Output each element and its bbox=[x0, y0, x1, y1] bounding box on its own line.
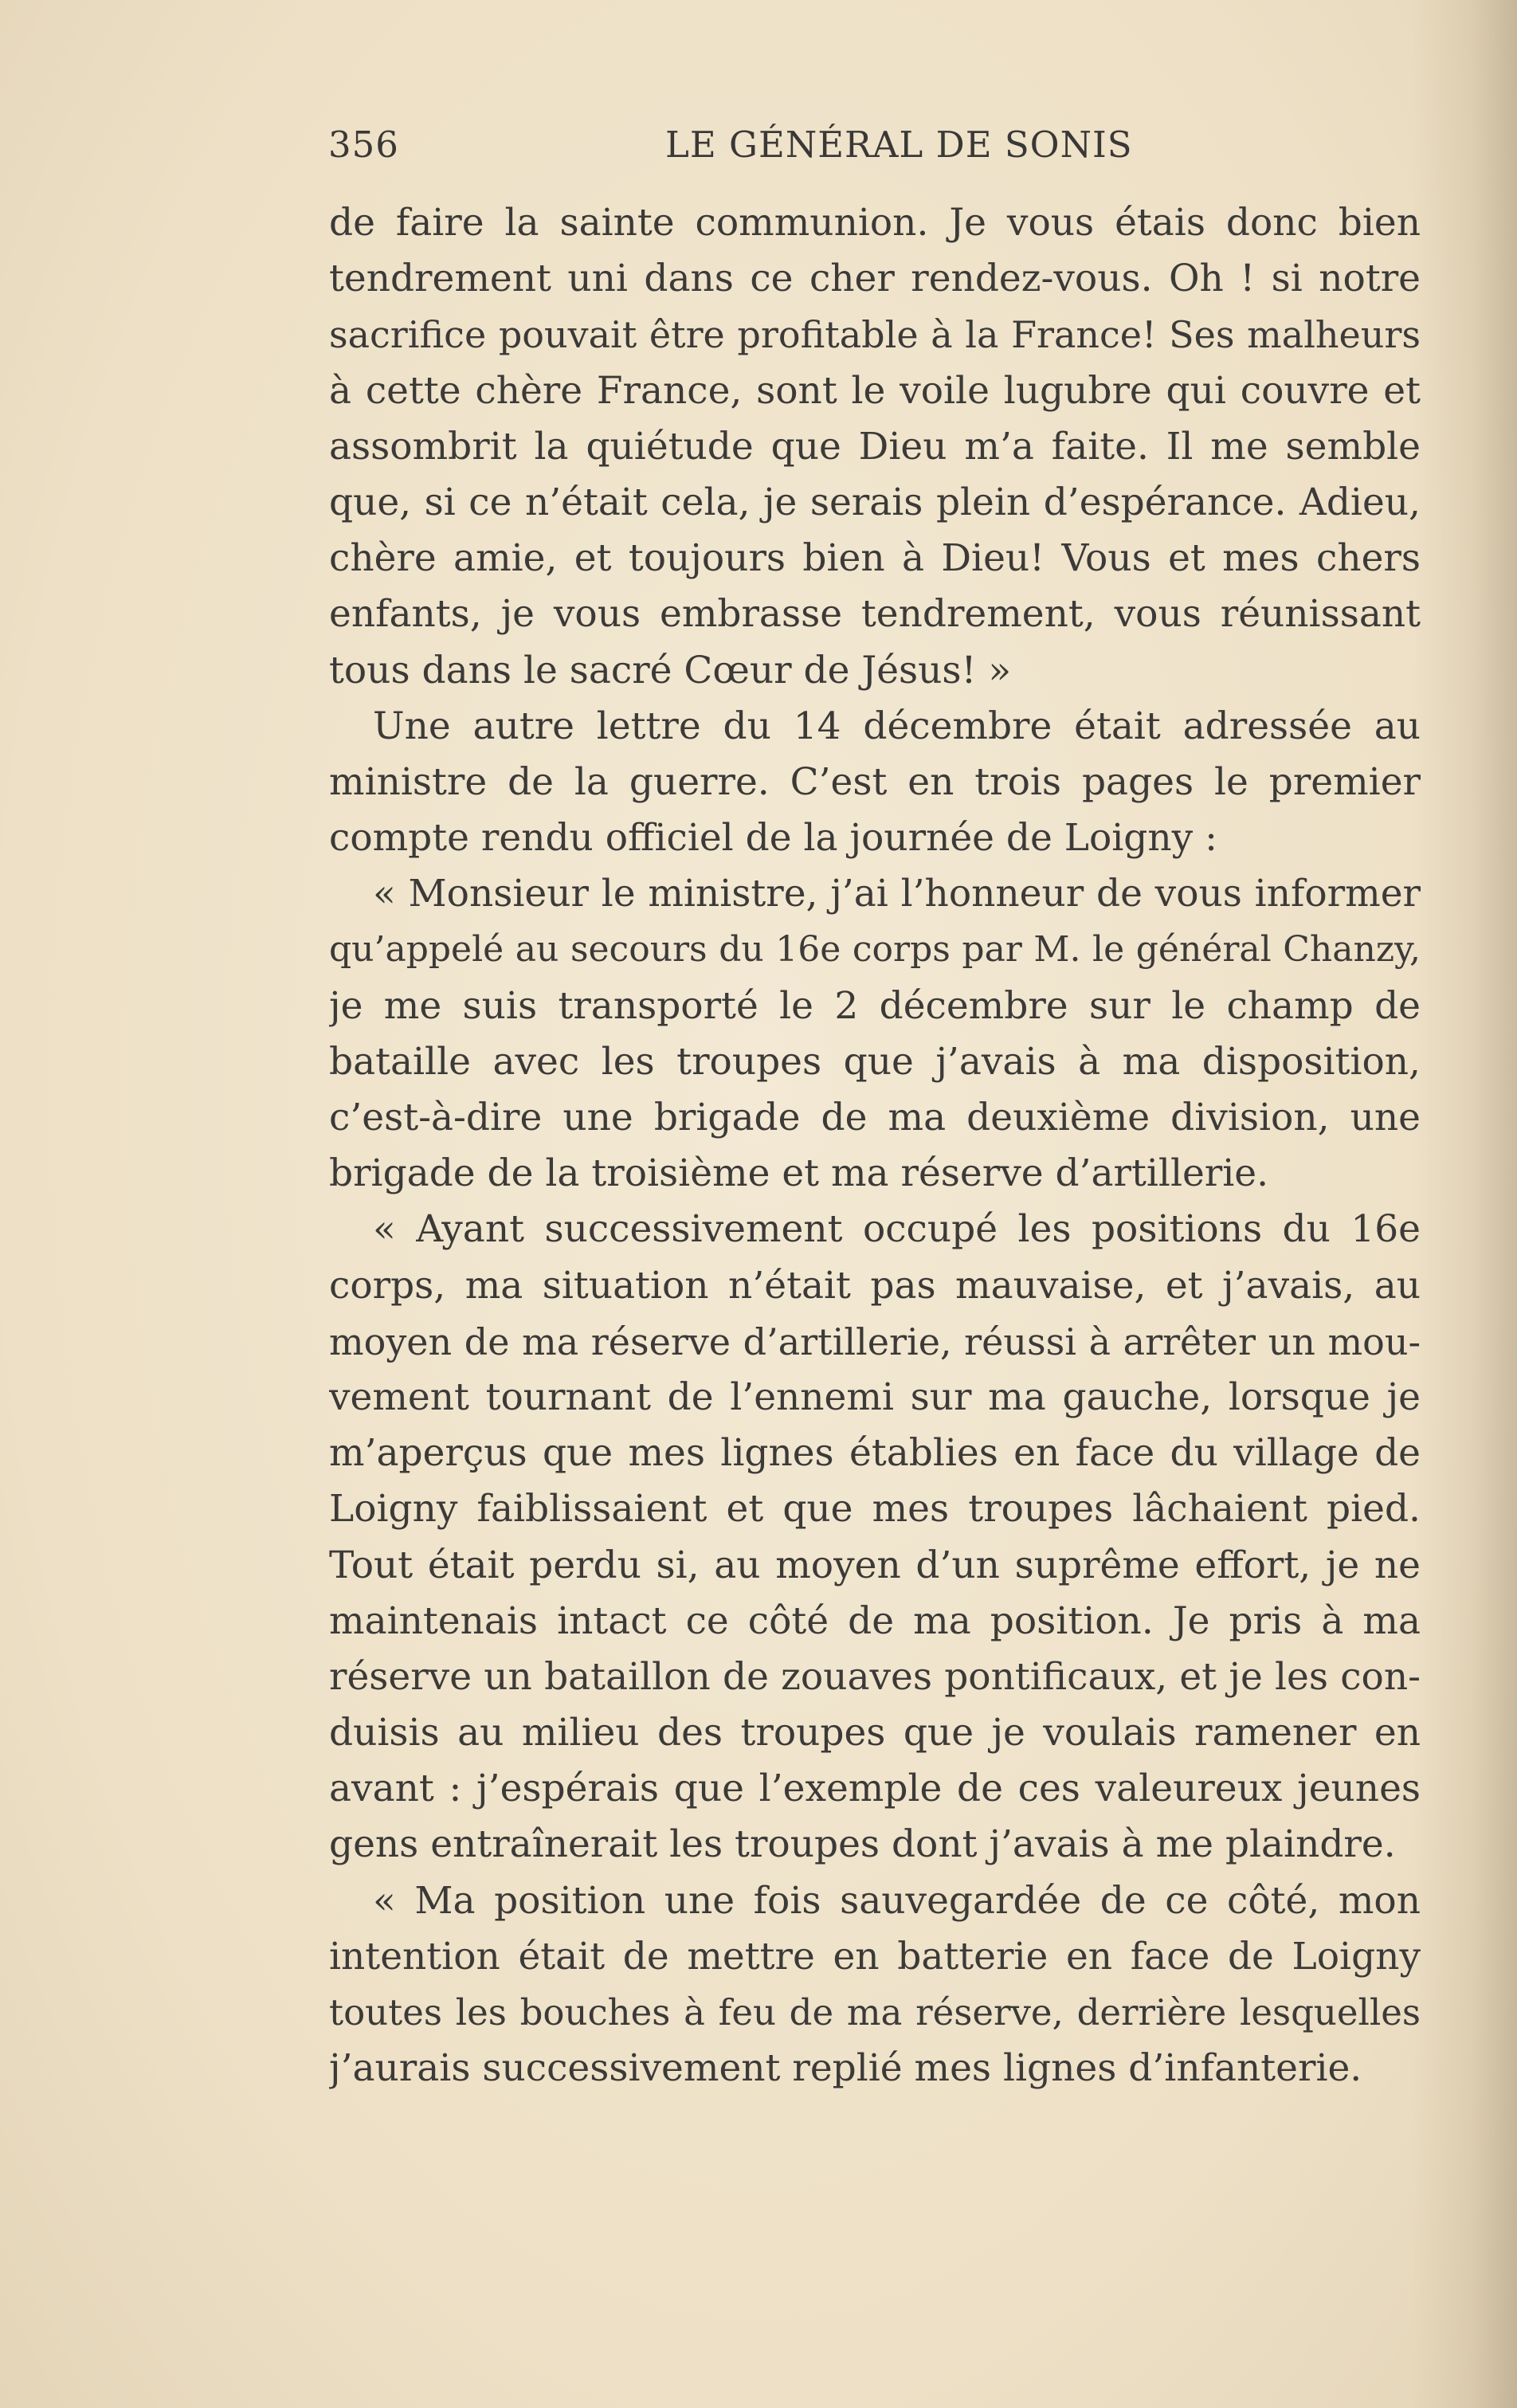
text-line: Loigny faiblissaient et que mes troupes lâchaient pied. bbox=[329, 1487, 1421, 1531]
text-line: duisis au milieu des troupes que je voulais ramener en bbox=[329, 1711, 1421, 1755]
text-line: assombrit la quiétude que Dieu m’a faite. Il me semble bbox=[329, 424, 1421, 469]
text-line: enfants, je vous embrasse tendrement, vous réunissant bbox=[329, 592, 1421, 637]
text-line: brigade de la troisième et ma réserve d’artillerie. bbox=[329, 1151, 1269, 1196]
text-line: Une autre lettre du 14 décembre était adressée au bbox=[373, 704, 1421, 748]
text-line: gens entraînerait les troupes dont j’avais à me plaindre. bbox=[329, 1822, 1396, 1867]
page-number: 356 bbox=[328, 124, 399, 166]
running-title: LE GÉNÉRAL DE SONIS bbox=[665, 124, 1133, 166]
text-line: « Ma position une fois sauvegardée de ce côté, mon bbox=[373, 1878, 1421, 1923]
text-line: j’aurais successivement replié mes lignes d’infanterie. bbox=[329, 2046, 1362, 2091]
text-line: intention était de mettre en batterie en face de Loigny bbox=[329, 1934, 1421, 1979]
text-line: avant : j’espérais que l’exemple de ces valeureux jeunes bbox=[329, 1767, 1421, 1811]
text-line: c’est-à-dire une brigade de ma deuxième division, une bbox=[329, 1096, 1421, 1139]
text-line: que, si ce n’était cela, je serais plein d’espérance. Adieu, bbox=[329, 480, 1421, 524]
text-line: tous dans le sacré Cœur de Jésus! » bbox=[329, 648, 1012, 692]
text-line: vement tournant de l’ennemi sur ma gauche, lorsque je bbox=[329, 1375, 1421, 1419]
text-line: corps, ma situation n’était pas mauvaise, et j’avais, au bbox=[329, 1263, 1421, 1308]
text-line: toutes les bouches à feu de ma réserve, derrière lesquelles bbox=[329, 1991, 1421, 2033]
page-header bbox=[328, 121, 1133, 169]
text-line: qu’appelé au secours du 16e corps par M. le général Chanzy, bbox=[329, 929, 1421, 971]
text-line: à cette chère France, sont le voile lugubre qui couvre et bbox=[329, 368, 1421, 413]
text-line: Tout était perdu si, au moyen d’un suprême effort, je ne bbox=[329, 1543, 1421, 1587]
text-line: je me suis transporté le 2 décembre sur le champ de bbox=[329, 983, 1421, 1028]
text-line: sacrifice pouvait être profitable à la France! Ses malheurs bbox=[329, 313, 1421, 357]
text-line: bataille avec les troupes que j’avais à ma disposition, bbox=[329, 1039, 1421, 1084]
text-line: de faire la sainte communion. Je vous étais donc bien bbox=[329, 201, 1421, 245]
text-line: maintenais intact ce côté de ma position. Je pris à ma bbox=[329, 1598, 1421, 1643]
text-line: chère amie, et toujours bien à Dieu! Vous et mes chers bbox=[329, 536, 1421, 581]
text-line: réserve un bataillon de zouaves pontificaux, et je les con- bbox=[329, 1654, 1421, 1699]
text-line: « Monsieur le ministre, j’ai l’honneur de vous informer bbox=[373, 872, 1421, 916]
text-line: m’aperçus que mes lignes établies en face du village de bbox=[329, 1431, 1421, 1476]
text-line: tendrement uni dans ce cher rendez-vous. Oh ! si notre bbox=[329, 257, 1421, 301]
text-line: ministre de la guerre. C’est en trois pages le premier bbox=[329, 759, 1421, 804]
body-text bbox=[329, 195, 1421, 2096]
text-line: « Ayant successivement occupé les positions du 16e bbox=[373, 1207, 1421, 1252]
text-line: compte rendu officiel de la journée de Loigny : bbox=[329, 816, 1217, 861]
text-line: moyen de ma réserve d’artillerie, réussi à arrêter un mou- bbox=[329, 1320, 1421, 1363]
